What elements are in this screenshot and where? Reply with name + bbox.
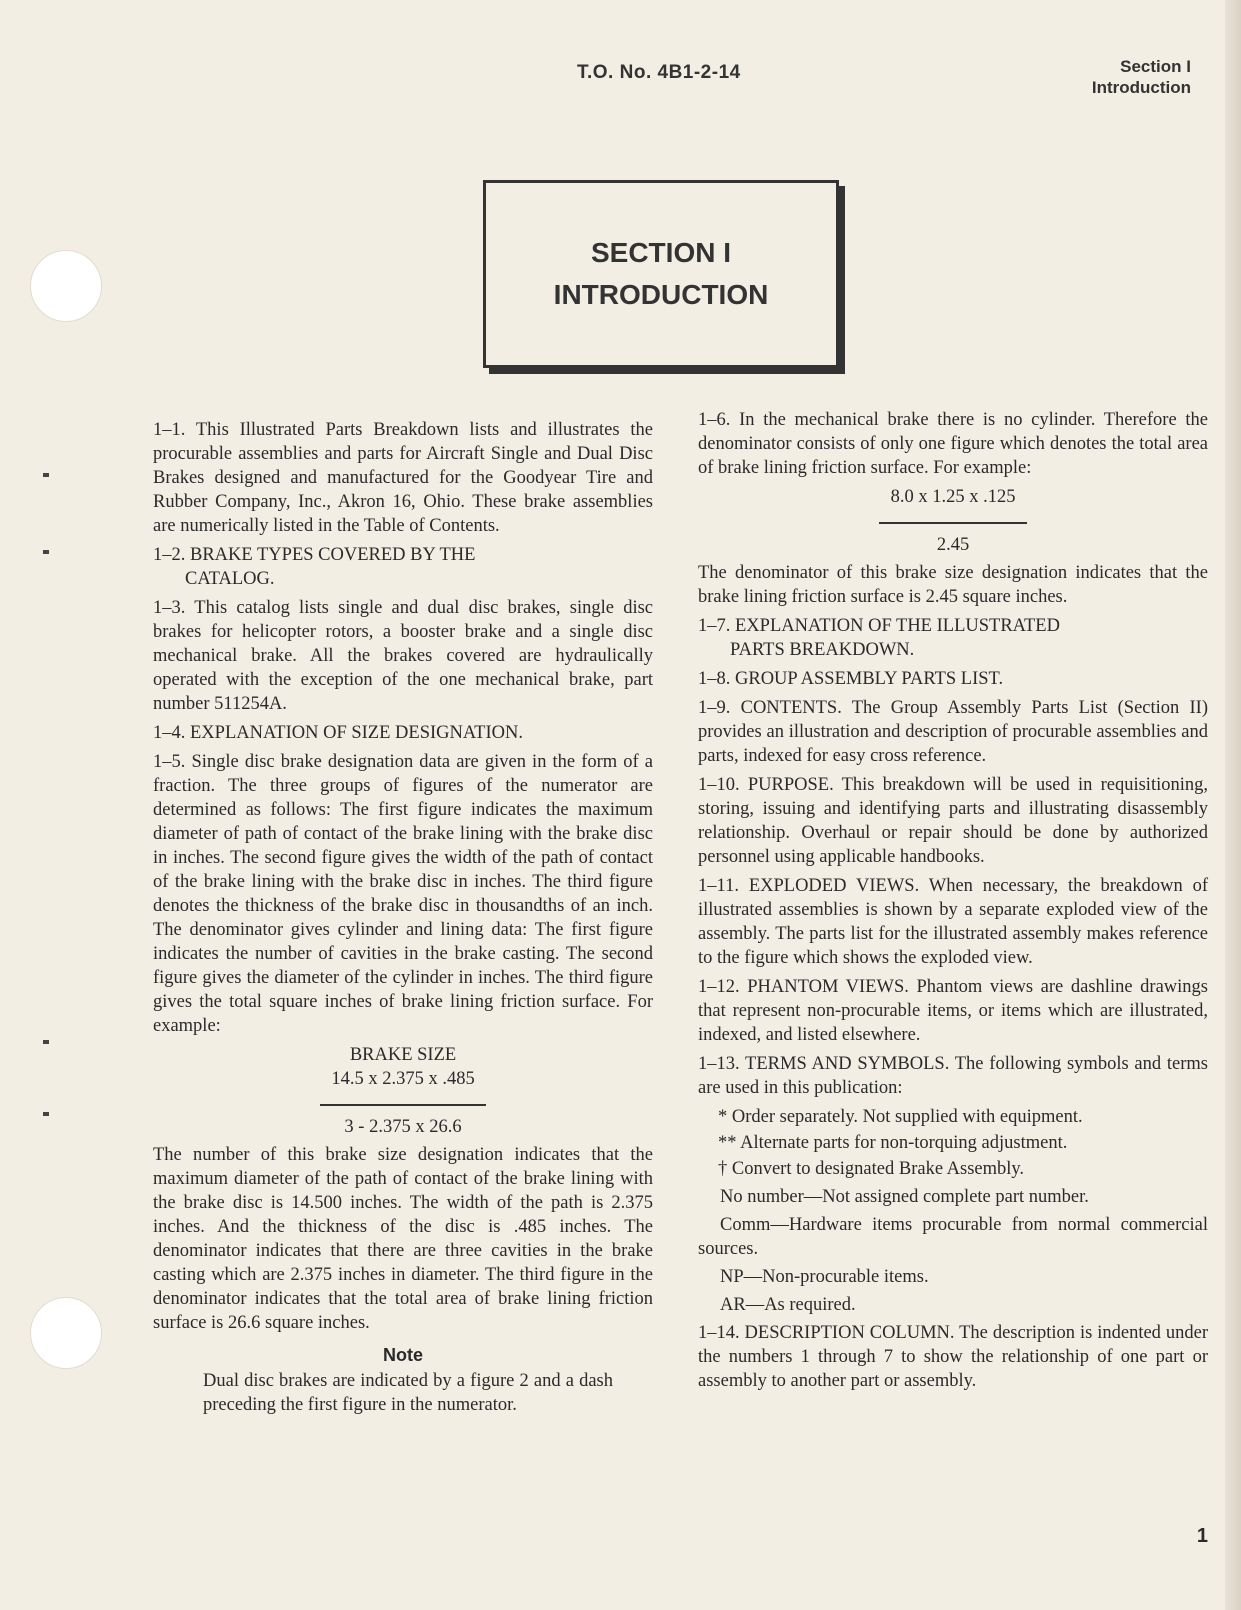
margin-mark — [43, 473, 49, 477]
heading-1-7 — [698, 614, 1208, 662]
note-text: Dual disc brakes are indicated by a figure 2 and a dash preceding the first figure in the numerator. — [203, 1371, 613, 1415]
fraction-bar — [320, 1104, 486, 1106]
example-denominator: 2.45 — [936, 535, 970, 555]
paragraph-1-10: 1–10. PURPOSE. This breakdown will be used in requisitioning, storing, issuing and identifying parts and illustrating disassembly relationship. Overhaul or repair should be done by authorized personnel using applicable handbooks. — [698, 775, 1208, 867]
running-header — [1092, 56, 1191, 98]
note-title: Note — [383, 1345, 423, 1365]
heading-1-2 — [153, 543, 653, 591]
symbol-alternate-parts: ** Alternate parts for non-torquing adjustment. — [718, 1133, 1068, 1153]
section-title-box — [483, 180, 839, 368]
symbol-order-separately: * Order separately. Not supplied with equipment. — [718, 1107, 1083, 1127]
example-denominator: 3 - 2.375 x 26.6 — [344, 1117, 462, 1137]
fraction-bar — [879, 522, 1027, 524]
term-comm: Comm—Hardware items procurable from normal commercial sources. — [698, 1215, 1208, 1259]
page-edge — [1225, 0, 1241, 1610]
paragraph-1-11: 1–11. EXPLODED VIEWS. When necessary, the breakdown of illustrated assemblies is shown by a separate exploded view of the assembly. The parts list for the illustrated assembly makes reference to the figure which shows the exploded view. — [698, 876, 1208, 968]
left-column — [153, 418, 653, 1417]
paragraph-1-3: 1–3. This catalog lists single and dual disc brakes, single disc brakes for helicopter rotors, a booster brake and a single disc mechanical brake. All the brakes covered are hydraulically operated with the exception of the one mechanical brake, part number 511254A. — [153, 598, 653, 714]
header-section: Section I — [1120, 57, 1191, 76]
page-number: 1 — [1196, 1525, 1208, 1547]
technical-order-number: T.O. No. 4B1-2-14 — [577, 62, 741, 83]
paragraph-1-12: 1–12. PHANTOM VIEWS. Phantom views are dashline drawings that represent non-procurable items, or items which are illustrated, indexed, and listed elsewhere. — [698, 977, 1208, 1045]
margin-mark — [43, 1112, 49, 1116]
heading-1-7-line2: PARTS BREAKDOWN. — [730, 640, 915, 660]
binder-hole-bottom — [30, 1297, 102, 1369]
term-no-number: No number—Not assigned complete part number. — [720, 1187, 1089, 1207]
section-title-line2: INTRODUCTION — [553, 279, 769, 310]
mechanical-brake-example — [698, 485, 1208, 557]
heading-1-8: 1–8. GROUP ASSEMBLY PARTS LIST. — [698, 669, 1004, 689]
example-numerator: 14.5 x 2.375 x .485 — [331, 1069, 475, 1089]
brake-size-example — [153, 1043, 653, 1139]
example-label: BRAKE SIZE — [349, 1045, 457, 1065]
paragraph-1-13: 1–13. TERMS AND SYMBOLS. The following symbols and terms are used in this publication: — [698, 1054, 1208, 1098]
paragraph-1-6: 1–6. In the mechanical brake there is no cylinder. Therefore the denominator consists of only one figure which denotes the total area of brake lining friction surface. For example: — [698, 410, 1208, 478]
margin-mark — [43, 1040, 49, 1044]
section-title-line1: SECTION I — [590, 237, 731, 268]
margin-mark — [43, 550, 49, 554]
example-numerator: 8.0 x 1.25 x .125 — [890, 487, 1016, 507]
paragraph-1-5: 1–5. Single disc brake designation data are given in the form of a fraction. The three groups of figures of the numerator are determined as follows: The first figure indicates the maximum diameter of path of contact of the brake lining with the brake disc in inches. The second figure gives the width of the path of contact of the brake lining with the brake disc in inches. The third figure denotes the thickness of the brake disc in thousandths of an inch. The denominator gives cylinder and lining data: The first figure indicates the number of cavities in the brake casting. The second figure gives the diameter of the cylinder in inches. The third figure gives the total square inches of brake lining friction surface. For example: — [153, 752, 653, 1036]
heading-1-7-line1: 1–7. EXPLANATION OF THE ILLUSTRATED — [698, 616, 1060, 636]
paragraph-1-1: 1–1. This Illustrated Parts Breakdown lists and illustrates the procurable assemblies and parts for Aircraft Single and Dual Disc Brakes designed and manufactured for the Goodyear Tire and Rubber Company, Inc., Akron 16, Ohio. These brake assemblies are numerically listed in the Table of Contents. — [153, 420, 653, 536]
term-ar: AR—As required. — [720, 1295, 856, 1315]
heading-1-2-line1: 1–2. BRAKE TYPES COVERED BY THE — [153, 545, 476, 565]
term-np: NP—Non-procurable items. — [720, 1267, 929, 1287]
paragraph-1-14: 1–14. DESCRIPTION COLUMN. The description is indented under the numbers 1 through 7 to show the relationship of one part or assembly to another part or assembly. — [698, 1323, 1208, 1391]
paragraph-1-9: 1–9. CONTENTS. The Group Assembly Parts List (Section II) provides an illustration and description of procurable assemblies and parts, indexed for easy cross reference. — [698, 698, 1208, 766]
heading-1-2-line2: CATALOG. — [185, 569, 275, 589]
symbol-convert: † Convert to designated Brake Assembly. — [718, 1159, 1025, 1179]
heading-1-4: 1–4. EXPLANATION OF SIZE DESIGNATION. — [153, 723, 523, 743]
binder-hole-top — [30, 250, 102, 322]
right-column — [698, 408, 1208, 1398]
paragraph-example-explanation: The number of this brake size designation indicates that the maximum diameter of the path of contact of the brake lining with the brake disc is 14.500 inches. The width of the path is 2.375 inches. And the thickness of the disc is .485 inches. The denominator indicates that there are three cavities in the brake casting which are 2.375 inches in diameter. The third figure in the denominator indicates that the total area of brake lining friction surface is 26.6 square inches. — [153, 1145, 653, 1333]
header-section-name: Introduction — [1091, 78, 1191, 97]
paragraph-example-explanation: The denominator of this brake size designation indicates that the brake lining friction surface is 2.45 square inches. — [698, 563, 1208, 607]
